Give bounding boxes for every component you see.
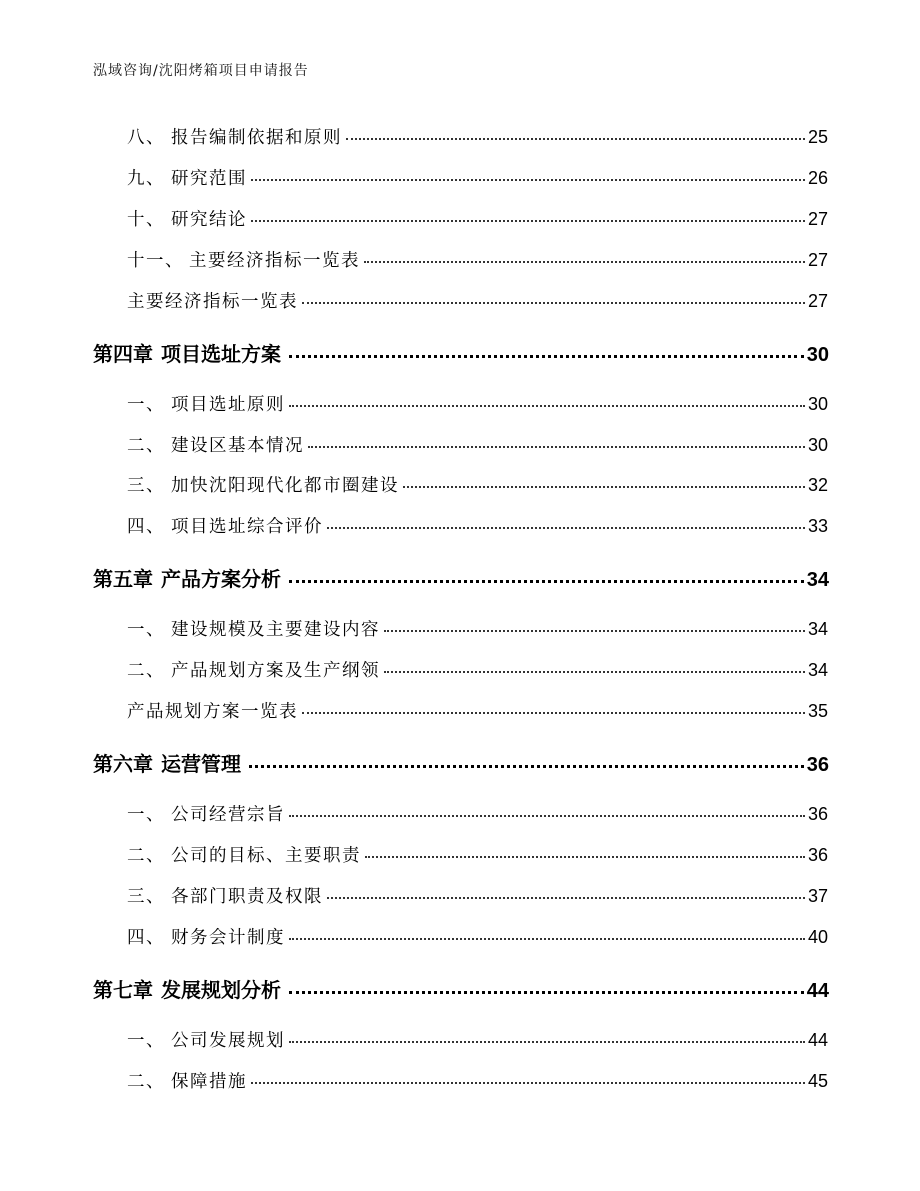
toc-entry[interactable] (127, 206, 828, 231)
toc-chapter-entry[interactable] (93, 563, 829, 592)
toc-entry-page: 35 (807, 701, 828, 721)
toc-entry-page: 40 (807, 927, 828, 947)
toc-entry[interactable] (127, 391, 828, 416)
toc-entry-page: 37 (807, 886, 828, 906)
toc-entry[interactable] (127, 883, 828, 908)
dot-leader (289, 405, 805, 407)
toc-entry[interactable] (127, 924, 828, 949)
dot-leader (403, 486, 805, 488)
dot-leader (289, 938, 805, 940)
toc-entry-page: 25 (807, 127, 828, 147)
toc-entry[interactable] (127, 432, 828, 457)
toc-entry-number: 二、 (127, 1072, 165, 1092)
dot-leader (289, 355, 804, 358)
page-header: 泓域咨询/沈阳烤箱项目申请报告 (93, 63, 309, 79)
toc-entry-number: 二、 (127, 661, 165, 681)
toc-entry-number: 二、 (127, 846, 165, 866)
toc-entry-page: 34 (807, 619, 828, 639)
toc-entry-title: 公司发展规划 (171, 1031, 285, 1051)
toc-entry-title: 项目选址综合评价 (171, 517, 323, 537)
toc-entry-number: 九、 (127, 169, 165, 189)
toc-entry-number: 十一、 (127, 251, 184, 271)
dot-leader (346, 138, 805, 140)
toc-entry-number: 三、 (127, 887, 165, 907)
toc-entry[interactable] (127, 842, 828, 867)
toc-entry-page: 30 (807, 435, 828, 455)
toc-entry[interactable] (127, 247, 828, 272)
dot-leader (289, 991, 804, 994)
toc-entry[interactable] (127, 657, 828, 682)
toc-entry[interactable] (127, 616, 828, 641)
toc-entry-number: 一、 (127, 620, 165, 640)
dot-leader (384, 630, 805, 632)
toc-entry-number: 四、 (127, 517, 165, 537)
toc-entry-page: 45 (807, 1071, 828, 1091)
toc-chapter-title: 运营管理 (161, 752, 241, 776)
toc-chapter-page: 34 (806, 569, 829, 591)
toc-entry-number: 八、 (127, 128, 165, 148)
toc-entry[interactable] (127, 124, 828, 149)
toc-entry-title: 研究范围 (171, 169, 247, 189)
toc-chapter-number: 第五章 (93, 567, 153, 591)
toc-entry-number: 一、 (127, 805, 165, 825)
toc-entry-number: 三、 (127, 476, 165, 496)
toc-entry-title: 建设规模及主要建设内容 (171, 620, 380, 640)
toc-entry-title: 加快沈阳现代化都市圈建设 (171, 476, 399, 496)
dot-leader (289, 580, 804, 583)
dot-leader (251, 179, 805, 181)
dot-leader (327, 527, 805, 529)
dot-leader (308, 446, 805, 448)
toc-entry-number: 一、 (127, 1031, 165, 1051)
dot-leader (327, 897, 805, 899)
toc-entry-page: 36 (807, 804, 828, 824)
toc-entry-title: 建设区基本情况 (171, 436, 304, 456)
toc-entry-title: 财务会计制度 (171, 928, 285, 948)
dot-leader (251, 220, 805, 222)
toc-chapter-page: 36 (806, 754, 829, 776)
dot-leader (302, 712, 805, 714)
dot-leader (249, 765, 804, 768)
toc-entry-title: 报告编制依据和原则 (171, 128, 342, 148)
toc-entry-page: 36 (807, 845, 828, 865)
toc-entry-title: 主要经济指标一览表 (189, 251, 360, 271)
toc-entry[interactable] (127, 472, 828, 497)
toc-entry-title: 主要经济指标一览表 (127, 292, 298, 312)
toc-chapter-title: 发展规划分析 (161, 978, 281, 1002)
toc-entry-title: 产品规划方案及生产纲领 (171, 661, 380, 681)
toc-chapter-entry[interactable] (93, 974, 829, 1003)
toc-chapter-number: 第七章 (93, 978, 153, 1002)
toc-entry-page: 30 (807, 394, 828, 414)
toc-chapter-page: 44 (806, 980, 829, 1002)
toc-chapter-page: 30 (806, 344, 829, 366)
dot-leader (289, 815, 805, 817)
toc-entry-page: 44 (807, 1030, 828, 1050)
toc-entry-title: 各部门职责及权限 (171, 887, 323, 907)
toc-entry-number: 十、 (127, 210, 165, 230)
toc-chapter-title: 产品方案分析 (161, 567, 281, 591)
toc-entry-page: 33 (807, 516, 828, 536)
toc-entry-title: 公司经营宗旨 (171, 805, 285, 825)
toc-chapter-entry[interactable] (93, 748, 829, 777)
toc-entry[interactable] (127, 165, 828, 190)
toc-chapter-number: 第四章 (93, 342, 153, 366)
toc-chapter-title: 项目选址方案 (161, 342, 281, 366)
toc-entry-number: 四、 (127, 928, 165, 948)
toc-entry-title: 项目选址原则 (171, 395, 285, 415)
toc-entry-page: 27 (807, 291, 828, 311)
toc-entry-title: 研究结论 (171, 210, 247, 230)
toc-entry[interactable] (127, 698, 828, 723)
toc-chapter-number: 第六章 (93, 752, 153, 776)
dot-leader (251, 1082, 805, 1084)
toc-entry-title: 公司的目标、主要职责 (171, 846, 361, 866)
toc-entry[interactable] (127, 513, 828, 538)
toc-entry-page: 32 (807, 475, 828, 495)
toc-entry-number: 二、 (127, 436, 165, 456)
toc-entry-page: 26 (807, 168, 828, 188)
toc-entry[interactable] (127, 288, 828, 313)
toc-entry[interactable] (127, 1027, 828, 1052)
toc-entry-page: 27 (807, 209, 828, 229)
dot-leader (365, 856, 805, 858)
dot-leader (364, 261, 805, 263)
toc-entry[interactable] (127, 1068, 828, 1093)
toc-entry-page: 34 (807, 660, 828, 680)
dot-leader (384, 671, 805, 673)
toc-entry-title: 保障措施 (171, 1072, 247, 1092)
toc-chapter-entry[interactable] (93, 338, 829, 367)
toc-entry-page: 27 (807, 250, 828, 270)
toc-entry[interactable] (127, 801, 828, 826)
dot-leader (289, 1041, 805, 1043)
dot-leader (302, 302, 805, 304)
toc-entry-title: 产品规划方案一览表 (127, 702, 298, 722)
toc-entry-number: 一、 (127, 395, 165, 415)
